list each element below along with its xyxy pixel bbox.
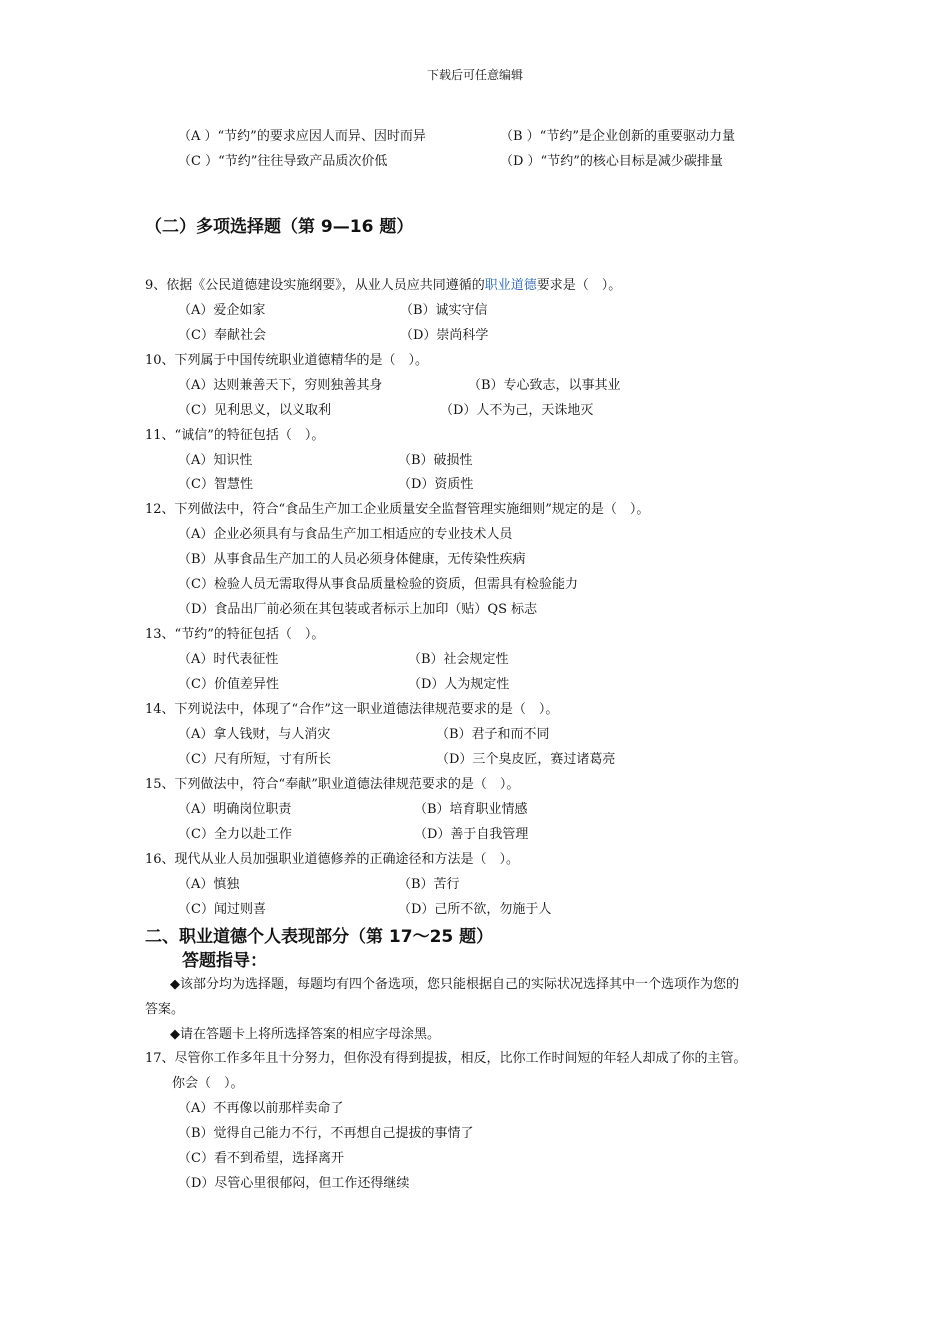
question-12-stem: 12、下列做法中，符合“食品生产加工企业质量安全监督管理实施细则”规定的是（ ）。 xyxy=(145,502,650,517)
q16-option-c: （C）闻过则喜 xyxy=(178,902,266,917)
q11-option-b: （B）破损性 xyxy=(398,453,473,468)
question-9-stem xyxy=(145,277,621,295)
q13-option-a: （A）时代表征性 xyxy=(178,652,279,667)
q12-option-b: （B）从事食品生产加工的人员必须身体健康，无传染性疾病 xyxy=(178,552,526,567)
q9-option-b: （B）诚实守信 xyxy=(400,303,488,318)
page-header: 下载后可任意编辑 xyxy=(426,68,523,82)
prev-option-b: （B ）“节约”是企业创新的重要驱动力量 xyxy=(500,129,735,144)
section-title-multiple-choice: （二）多项选择题（第 9—16 题） xyxy=(145,217,414,237)
q14-option-a: （A）拿人钱财，与人消灾 xyxy=(178,727,331,742)
q17-option-c: （C）看不到希望，选择离开 xyxy=(178,1151,344,1166)
q14-option-c: （C）尺有所短，寸有所长 xyxy=(178,752,331,767)
prev-option-c: （C ）“节约”往往导致产品质次价低 xyxy=(178,154,388,169)
q15-option-b: （B）培育职业情感 xyxy=(414,802,528,817)
professional-ethics-link[interactable]: 职业道德 xyxy=(484,278,537,293)
q10-option-b: （B）专心致志，以事其业 xyxy=(468,378,621,393)
q12-option-d: （D）食品出厂前必须在其包装或者标示上加印（贴）QS 标志 xyxy=(178,602,538,617)
guide-title: 答题指导： xyxy=(182,951,267,971)
q17-option-d: （D）尽管心里很郁闷，但工作还得继续 xyxy=(178,1176,410,1191)
question-15-stem: 15、下列做法中，符合“奉献”职业道德法律规范要求的是（ ）。 xyxy=(145,777,520,792)
question-14-stem: 14、下列说法中，体现了“合作”这一职业道德法律规范要求的是（ ）。 xyxy=(145,702,559,717)
q15-option-d: （D）善于自我管理 xyxy=(414,827,529,842)
q10-option-d: （D）人不为己，天诛地灭 xyxy=(440,403,594,418)
question-17-stem: 17、尽管你工作多年且十分努力，但你没有得到提拔，相反，比你工作时间短的年轻人却成了你的主管。 xyxy=(145,1051,747,1066)
q16-option-a: （A）慎独 xyxy=(178,877,240,892)
q9-option-d: （D）崇尚科学 xyxy=(400,328,489,343)
q15-option-a: （A）明确岗位职责 xyxy=(178,802,292,817)
q15-option-c: （C）全力以赴工作 xyxy=(178,827,292,842)
q12-option-c: （C）检验人员无需取得从事食品质量检验的资质，但需具有检验能力 xyxy=(178,577,578,592)
question-17-stem-cont: 你会（ ）。 xyxy=(172,1076,244,1091)
question-11-stem: 11、“诚信”的特征包括（ ）。 xyxy=(145,428,325,443)
q11-option-c: （C）智慧性 xyxy=(178,477,253,492)
guide-line-1: ◆该部分均为选择题，每题均有四个备选项，您只能根据自己的实际状况选择其中一个选项作为您的 xyxy=(170,977,739,992)
question-13-stem: 13、“节约”的特征包括（ ）。 xyxy=(145,627,325,642)
q14-option-d: （D）三个臭皮匠，赛过诸葛亮 xyxy=(436,752,616,767)
q10-option-a: （A）达则兼善天下，穷则独善其身 xyxy=(178,378,383,393)
q14-option-b: （B）君子和而不同 xyxy=(436,727,550,742)
part-2-title: 二、职业道德个人表现部分（第 17～25 题） xyxy=(145,927,494,947)
q17-option-a: （A）不再像以前那样卖命了 xyxy=(178,1101,344,1116)
q9-option-c: （C）奉献社会 xyxy=(178,328,266,343)
q12-option-a: （A）企业必须具有与食品生产加工相适应的专业技术人员 xyxy=(178,527,513,542)
q13-option-c: （C）价值差异性 xyxy=(178,677,279,692)
q9-option-a: （A）爱企如家 xyxy=(178,303,266,318)
prev-option-a: （A ）“节约”的要求应因人而异、因时而异 xyxy=(178,129,426,144)
prev-option-d: （D ）“节约”的核心目标是减少碳排量 xyxy=(500,154,723,169)
question-9-stem-post: 要求是（ ）。 xyxy=(536,278,622,293)
q16-option-d: （D）己所不欲，勿施于人 xyxy=(398,902,552,917)
q11-option-d: （D）资质性 xyxy=(398,477,474,492)
q16-option-b: （B）苦行 xyxy=(398,877,460,892)
question-9-stem-pre: 9、依据《公民道德建设实施纲要》，从业人员应共同遵循的 xyxy=(145,278,485,293)
q13-option-b: （B）社会规定性 xyxy=(408,652,509,667)
q11-option-a: （A）知识性 xyxy=(178,453,253,468)
q13-option-d: （D）人为规定性 xyxy=(408,677,510,692)
q10-option-c: （C）见利思义，以义取利 xyxy=(178,403,331,418)
question-16-stem: 16、现代从业人员加强职业道德修养的正确途径和方法是（ ）。 xyxy=(145,852,520,867)
guide-line-1-cont: 答案。 xyxy=(145,1002,185,1017)
q17-option-b: （B）觉得自己能力不行，不再想自己提拔的事情了 xyxy=(178,1126,474,1141)
question-10-stem: 10、下列属于中国传统职业道德精华的是（ ）。 xyxy=(145,353,429,368)
guide-line-2: ◆请在答题卡上将所选择答案的相应字母涂黑。 xyxy=(170,1027,440,1042)
